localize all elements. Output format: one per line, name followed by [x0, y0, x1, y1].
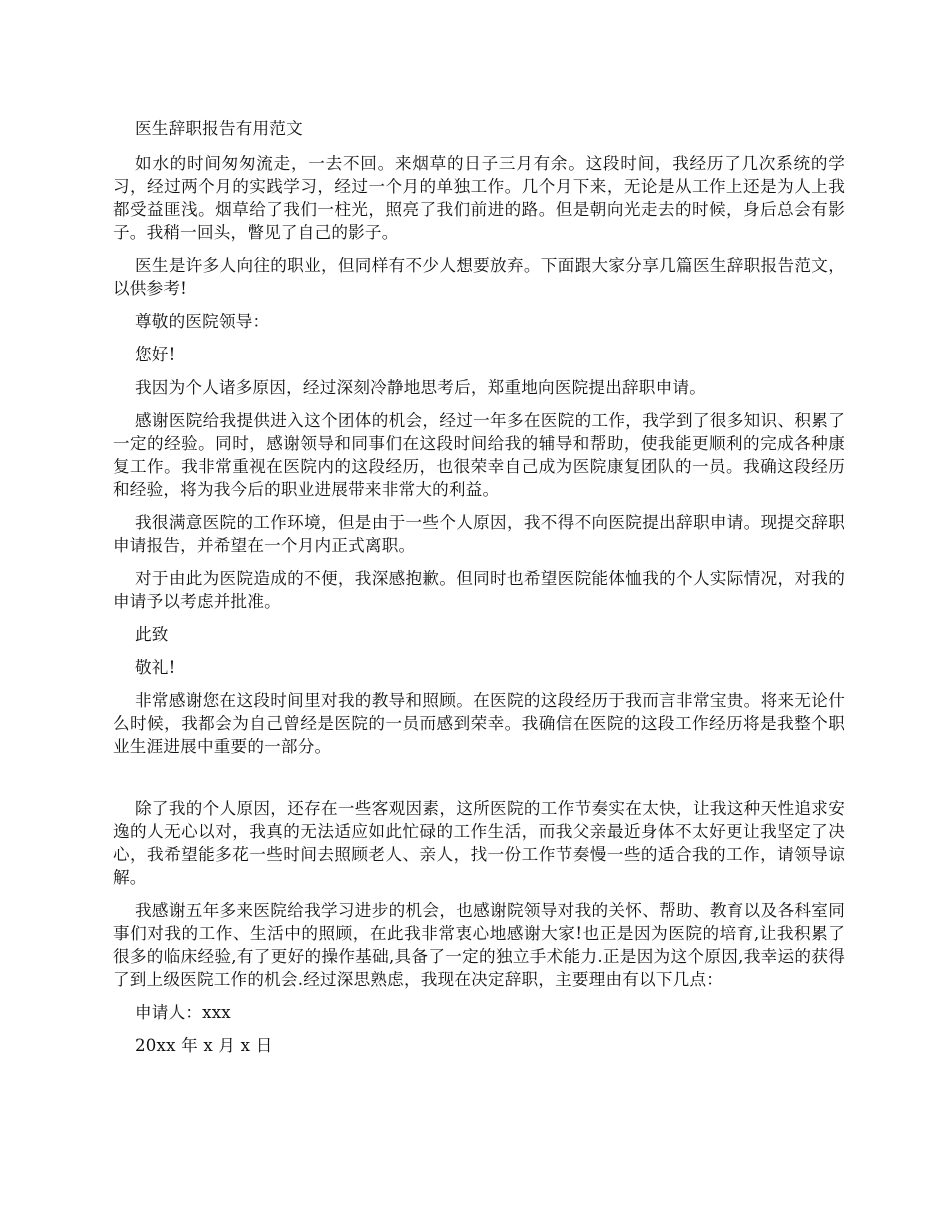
objective-reasons-paragraph: 除了我的个人原因，还存在一些客观因素，这所医院的工作节奏实在太快，让我这种天性追求安逸的人无心以对，我真的无法适应如此忙碌的工作生活，而我父亲最近身体不太好更让我坚定了决心，我希望能多花一些时间去照顾老人、亲人，找一份工作节奏慢一些的适合我的工作，请领导谅解。 — [113, 799, 845, 887]
document-body — [113, 117, 845, 1067]
environment-paragraph: 我很满意医院的工作环境，但是由于一些个人原因，我不得不向医院提出辞职申请。现提交辞职申请报告，并希望在一个月内正式离职。 — [113, 513, 845, 555]
section-gap — [113, 768, 845, 797]
apology-paragraph: 对于由此为医院造成的不便，我深感抱歉。但同时也希望医院能体恤我的个人实际情况，对我的申请予以考虑并批准。 — [113, 569, 845, 611]
share-paragraph: 医生是许多人向往的职业，但同样有不少人想要放弃。下面跟大家分享几篇医生辞职报告范文，以供参考! — [113, 256, 845, 298]
salutation: 尊敬的医院领导： — [135, 312, 270, 331]
document-title: 医生辞职报告有用范文 — [135, 119, 303, 138]
thanks-paragraph: 感谢医院给我提供进入这个团体的机会，经过一年多在医院的工作，我学到了很多知识、积累了一定的经验。同时，感谢领导和同事们在这段时间给我的辅导和帮助，使我能更顺利的完成各种康复工作。我非常重视在医院内的这段经历，也很荣幸自己成为医院康复团队的一员。我确这段经历和经验，将为我今后的职业进展带来非常大的利益。 — [113, 411, 845, 499]
greeting: 您好! — [135, 345, 176, 364]
five-years-paragraph: 我感谢五年多来医院给我学习进步的机会，也感谢院领导对我的关怀、帮助、教育以及各科室同事们对我的工作、生活中的照顾，在此我非常衷心地感谢大家!也正是因为医院的培育,让我积累了很多的临床经验,有了更好的操作基础,具备了一定的独立手术能力.正是因为这个原因,我幸运的获得了到上级医院工作的机会.经过深思熟虑，我现在决定辞职，主要理由有以下几点： — [113, 901, 845, 989]
applicant-line: 申请人：xxx — [135, 1003, 231, 1022]
date-line: 20xx 年 x 月 x 日 — [135, 1036, 273, 1055]
gratitude-paragraph: 非常感谢您在这段时间里对我的教导和照顾。在医院的这段经历于我而言非常宝贵。将来无论什么时候，我都会为自己曾经是医院的一员而感到荣幸。我确信在医院的这段工作经历将是我整个职业生涯进展中重要的一部分。 — [113, 691, 845, 756]
resignation-statement: 我因为个人诸多原因，经过深刻冷静地思考后，郑重地向医院提出辞职申请。 — [135, 378, 706, 397]
closing-line: 此致 — [135, 625, 169, 644]
intro-paragraph: 如水的时间匆匆流走，一去不回。来烟草的日子三月有余。这段时间，我经历了几次系统的学习，经过两个月的实践学习，经过一个月的单独工作。几个月下来，无论是从工作上还是为人上我都受益匪浅。烟草给了我们一柱光，照亮了我们前进的路。但是朝向光走去的时候，身后总会有影子。我稍一回头，瞥见了自己的影子。 — [113, 154, 845, 242]
regards-line: 敬礼! — [135, 658, 176, 677]
